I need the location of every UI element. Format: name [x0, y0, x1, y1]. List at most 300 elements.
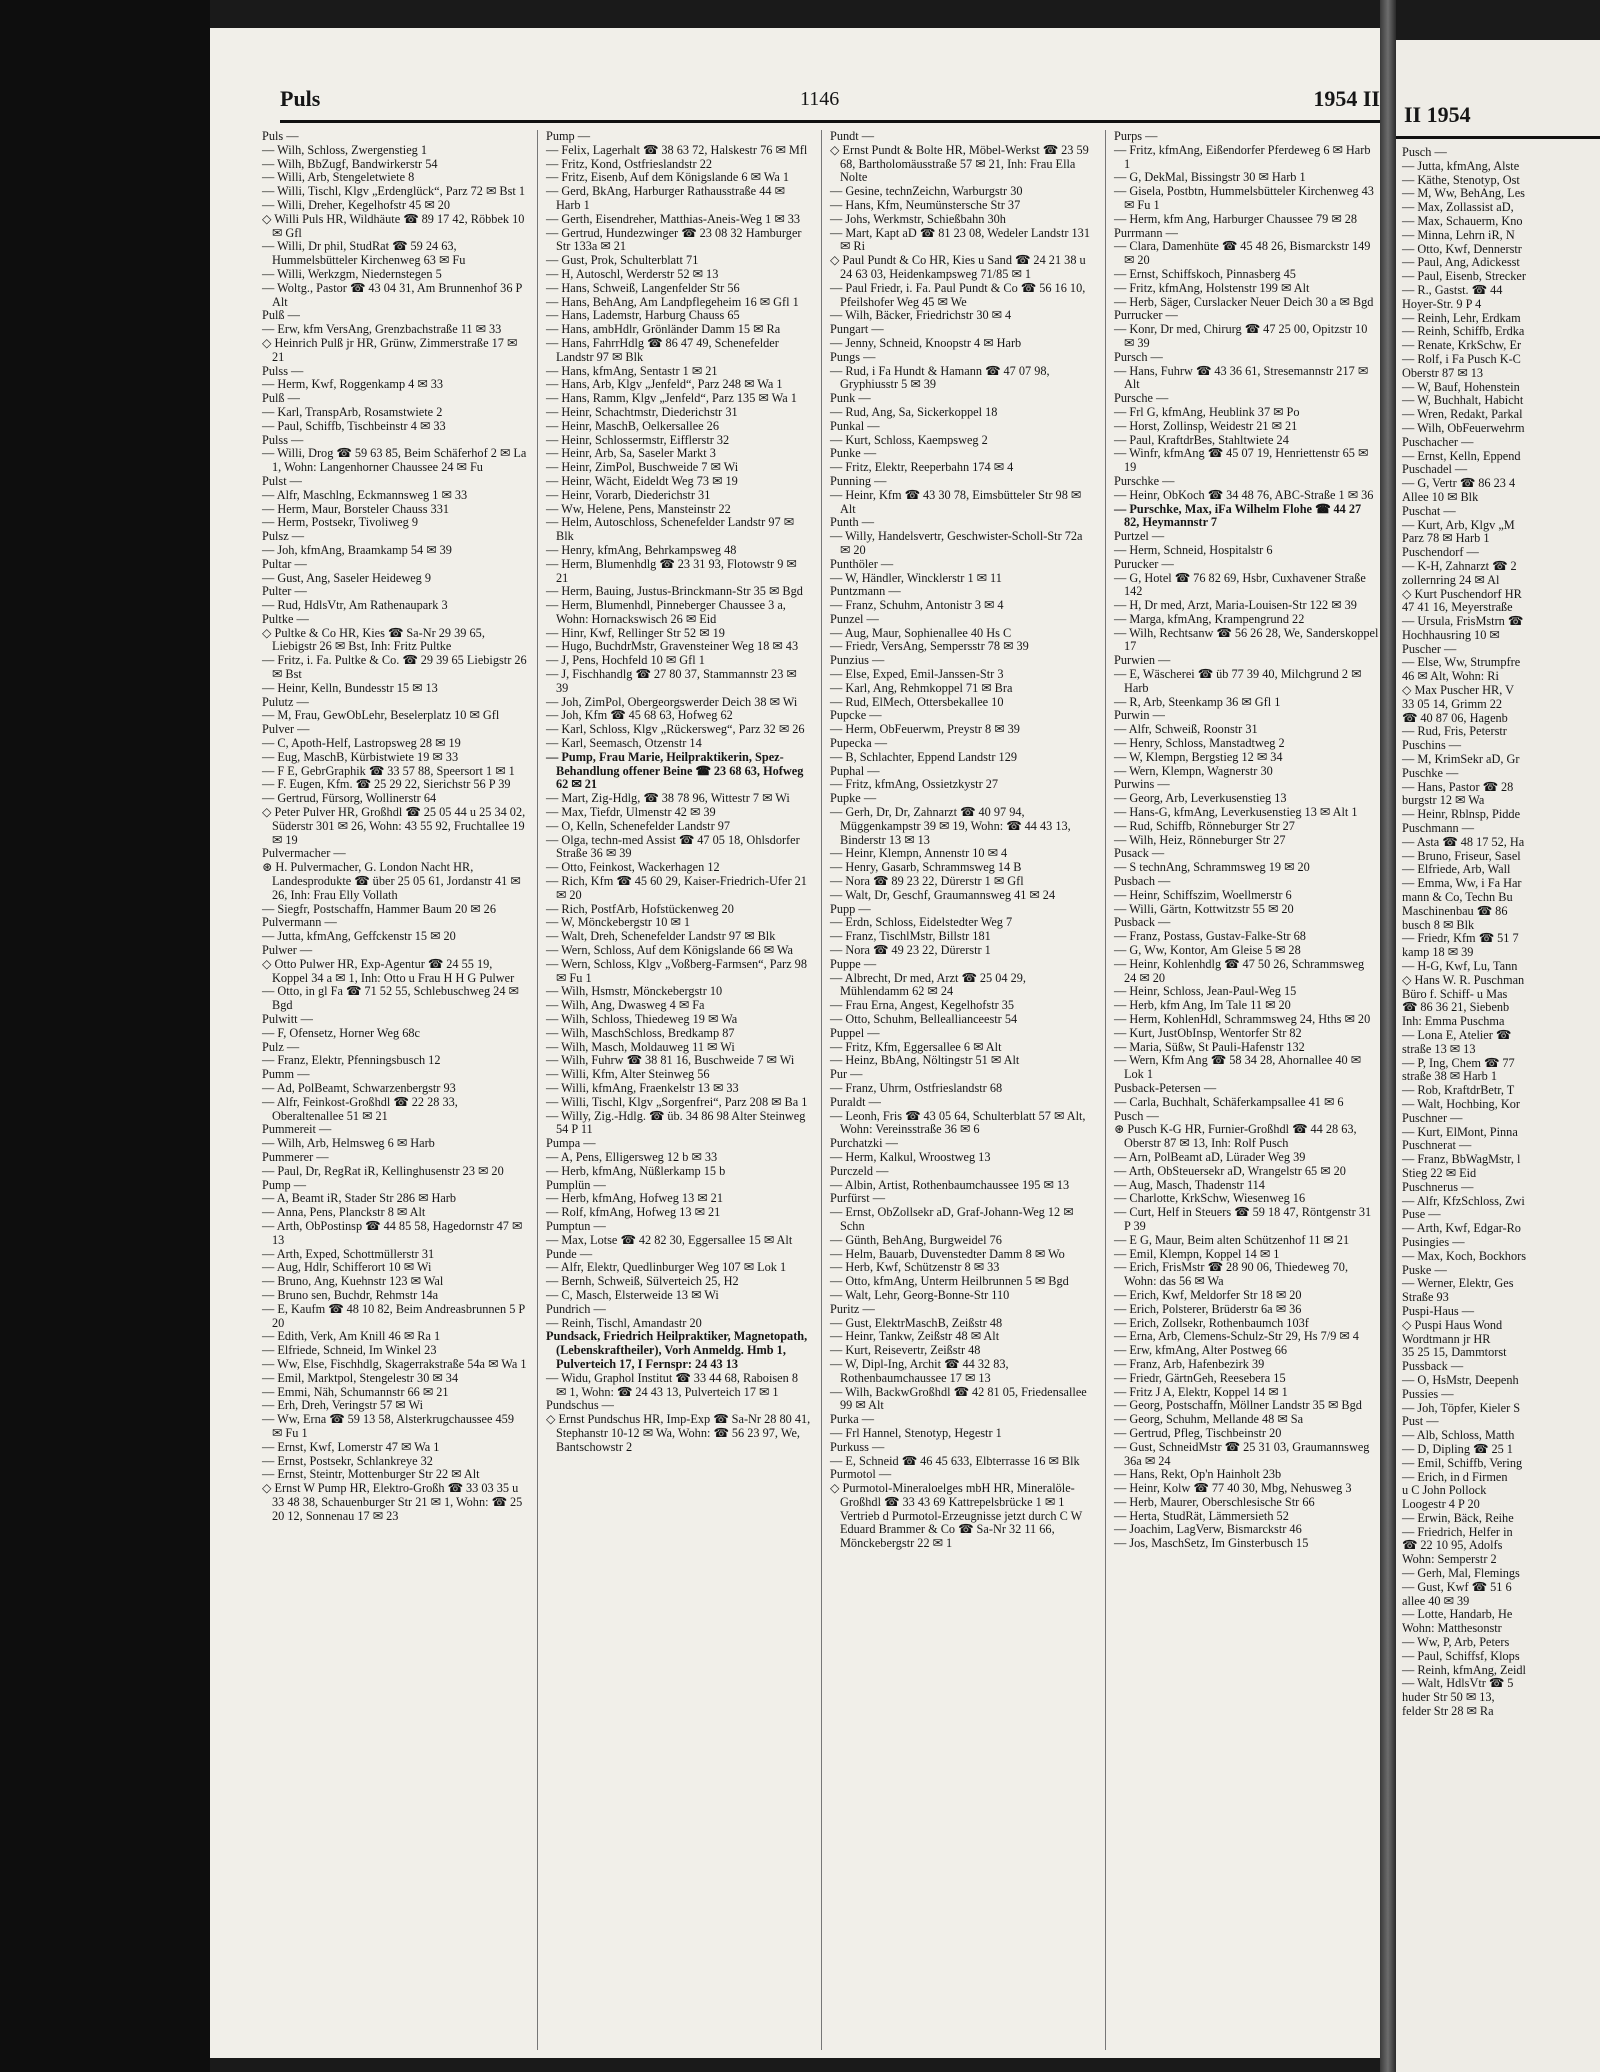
directory-entry: — Mart, Zig-Hdlg, ☎ 38 78 96, Wittestr 7 ✉ Wi: [546, 791, 790, 806]
next-page-entry: Inh: Emma Puschma: [1402, 1014, 1505, 1029]
directory-entry: — Hans, Arb, Klgv „Jenfeld“, Parz 248 ✉ Wa 1: [546, 377, 783, 392]
header-rule: [280, 120, 1380, 123]
surname-heading: Punning —: [830, 473, 887, 488]
directory-entry: — Hinr, Kwf, Rellinger Str 52 ✉ 19: [546, 625, 725, 640]
next-page-entry: ☎ 22 10 95, Adolfs: [1402, 1538, 1503, 1553]
next-page-entry: Wohn: Matthesonstr: [1402, 1621, 1502, 1636]
directory-column-2: [546, 130, 811, 1455]
surname-heading: Pulvermacher —: [262, 846, 346, 861]
surname-heading: Purwien —: [1114, 653, 1171, 668]
directory-entry: — H, Dr med, Arzt, Maria-Louisen-Str 122 ✉ 39: [1114, 598, 1357, 613]
directory-entry: ◇ Otto Pulwer HR, Exp-Agentur ☎ 24 55 19, Koppel 34 a ✉ 1, Inh: Otto u Frau H H G Pulwer: [262, 956, 515, 985]
directory-entry: ◇ Ernst Pundt & Bolte HR, Möbel-Werkst ☎ 23 59 68, Bartholomäusstraße 57 ✉ 21, Inh: Frau Ella Nolte: [830, 142, 1089, 185]
next-page-entry: Wordtmann jr HR: [1402, 1331, 1491, 1346]
directory-entry: — E, Schneid ☎ 46 45 633, Elbterrasse 16 ✉ Blk: [830, 1453, 1080, 1468]
surname-heading: Pupp —: [830, 901, 871, 916]
page-header: [280, 78, 1380, 118]
next-page-entry: Puschendorf —: [1402, 545, 1479, 560]
next-page-entry: — Elfriede, Arb, Wall: [1402, 862, 1511, 877]
directory-entry: — Frl Hannel, Stenotyp, Hegestr 1: [830, 1425, 1002, 1440]
next-page-entry: — Max, Zollassist aD,: [1402, 200, 1514, 215]
next-page-entry: Stieg 22 ✉ Eid: [1402, 1165, 1477, 1180]
directory-entry: — Wilh, Arb, Helmsweg 6 ✉ Harb: [262, 1136, 435, 1151]
directory-entry: ◇ Willi Puls HR, Wildhäute ☎ 89 17 42, Röbbek 10 ✉ Gfl: [262, 211, 525, 240]
surname-heading: Pump —: [546, 129, 591, 143]
directory-entry: — Arth, ObSteuersekr aD, Wrangelstr 65 ✉ 20: [1114, 1163, 1346, 1178]
directory-entry: — E G, Maur, Beim alten Schützenhof 11 ✉ 21: [1114, 1232, 1350, 1247]
directory-entry: Pundsack, Friedrich Heilpraktiker, Magnetopath, (Lebenskraftheiler), Vorh Anmeldg. Hmb 1, Pulverteich 17, I Fernspr: 24 43 13: [546, 1329, 808, 1371]
surname-heading: Punk —: [830, 391, 871, 406]
next-page-entry: mann & Co, Techn Bu: [1402, 890, 1513, 905]
next-page-entry: — Reinh, Schiffb, Erdka: [1402, 324, 1525, 339]
directory-entry: — Charlotte, KrkSchw, Wiesenweg 16: [1114, 1191, 1306, 1206]
directory-entry: — Wilh, Rechtsanw ☎ 56 26 28, We, Sanderskoppel 17: [1114, 625, 1379, 654]
next-page-entry: felder Str 28 ✉ Ra: [1402, 1704, 1494, 1719]
directory-entry: — Herb, kfm Ang, Im Tale 11 ✉ 20: [1114, 998, 1291, 1013]
surname-heading: Purschke —: [1114, 473, 1175, 488]
directory-entry: — G, DekMal, Bissingstr 30 ✉ Harb 1: [1114, 170, 1306, 185]
next-page-entry: ◇ Hans W. R. Puschman: [1402, 972, 1525, 987]
directory-entry: — Rich, Kfm ☎ 45 60 29, Kaiser-Friedrich-Ufer 21 ✉ 20: [546, 874, 807, 902]
directory-entry: — W, Klempn, Bergstieg 12 ✉ 34: [1114, 749, 1283, 764]
next-page-entry: — Arth, Kwf, Edgar-Ro: [1402, 1221, 1521, 1236]
directory-entry: ◇ Ernst W Pump HR, Elektro-Großh ☎ 33 03 35 u 33 48 38, Schauenburger Str 21 ✉ 1, Wohn: ☎ 25 20 12, Sonnenau 17 ✉ 23: [262, 1481, 523, 1523]
directory-entry: — Karl, TranspArb, Rosamstwiete 2: [262, 404, 443, 419]
directory-entry: — Heinr, Kelln, Bundesstr 15 ✉ 13: [262, 680, 438, 695]
directory-entry: — Johs, Werkmstr, Schießbahn 30h: [830, 211, 1006, 226]
next-page-entry: — Werner, Elektr, Ges: [1402, 1276, 1514, 1291]
directory-entry: — Purschke, Max, iFa Wilhelm Flohe ☎ 44 27 82, Heymannstr 7: [1114, 501, 1362, 530]
next-page-entry: — Paul, Schiffsf, Klops: [1402, 1648, 1520, 1663]
directory-entry: — Frau Erna, Angest, Kegelhofstr 35: [830, 998, 1015, 1013]
directory-entry: — Nora ☎ 49 23 22, Dürerstr 1: [830, 943, 991, 958]
next-page-entry: — Rud, Fris, Peterstr: [1402, 724, 1507, 739]
directory-entry: — Heinr, Wächt, Eideldt Weg 73 ✉ 19: [546, 473, 738, 488]
directory-entry: — F, Ofensetz, Horner Weg 68c: [262, 1025, 420, 1040]
surname-heading: Pungs —: [830, 349, 876, 364]
column-divider: [821, 130, 822, 2050]
directory-entry: — Karl, Ang, Rehmkoppel 71 ✉ Bra: [830, 680, 1013, 695]
directory-entry: — Herb, Säger, Curslacker Neuer Deich 30 a ✉ Bgd: [1114, 294, 1374, 309]
surname-heading: Pundt —: [830, 129, 875, 143]
directory-entry: — Karl, Schloss, Klgv „Rückersweg“, Parz 32 ✉ 26: [546, 722, 805, 737]
surname-heading: Purps —: [1114, 129, 1158, 143]
next-page-entry: Puspi-Haus —: [1402, 1303, 1475, 1318]
next-page-entry: — G, Vertr ☎ 86 23 4: [1402, 476, 1516, 491]
surname-heading: Pur —: [830, 1067, 863, 1082]
next-page-entry: — Ww, P, Arb, Peters: [1402, 1635, 1510, 1650]
surname-heading: Pusback-Petersen —: [1114, 1080, 1217, 1095]
directory-entry: — Joh, kfmAng, Braamkamp 54 ✉ 39: [262, 542, 452, 557]
directory-entry: — Anna, Pens, Planckstr 8 ✉ Alt: [262, 1205, 426, 1220]
directory-entry: — Hans, BehAng, Am Landpflegeheim 16 ✉ Gfl 1: [546, 294, 799, 309]
directory-entry: — Erdn, Schloss, Eidelstedter Weg 7: [830, 915, 1013, 930]
directory-entry: — Otto, Feinkost, Wackerhagen 12: [546, 860, 720, 875]
surname-heading: Pundrich —: [546, 1301, 606, 1316]
directory-entry: — Alfr, Elektr, Quedlinburger Weg 107 ✉ Lok 1: [546, 1260, 787, 1275]
directory-entry: — Heinr, Vorarb, Diederichstr 31: [546, 487, 711, 502]
directory-entry: — Frl G, kfmAng, Heublink 37 ✉ Po: [1114, 404, 1300, 419]
next-page-entry: — Lona E, Atelier ☎: [1402, 1028, 1512, 1042]
directory-entry: — Willi, Drog ☎ 59 63 85, Beim Schäferhof 2 ✉ La 1, Wohn: Langenhorner Chaussee 24 ✉ Fu: [262, 446, 527, 475]
next-page-entry: Puschke —: [1402, 765, 1459, 780]
next-page-entry: — Alb, Schloss, Matth: [1402, 1428, 1515, 1443]
directory-entry: — F E, GebrGraphik ☎ 33 57 88, Speersort 1 ✉ 1: [262, 763, 515, 778]
next-page-entry: Wohn: Semperstr 2: [1402, 1552, 1497, 1567]
directory-entry: — B, Schlachter, Eppend Landstr 129: [830, 749, 1017, 764]
directory-entry: — J, Pens, Hochfeld 10 ✉ Gfl 1: [546, 653, 705, 668]
directory-entry: — Ernst, Steintr, Mottenburger Str 22 ✉ Alt: [262, 1467, 480, 1482]
directory-entry: — Paul, KraftdrBes, Stahltwiete 24: [1114, 432, 1289, 447]
next-page-entry: Puse —: [1402, 1207, 1441, 1222]
next-page-entry: — Reinh, Lehr, Erdkam: [1402, 310, 1521, 325]
directory-entry: — Kurt, Reisevertr, Zeißstr 48: [830, 1343, 981, 1358]
directory-entry: — Wern, Klempn, Wagnerstr 30: [1114, 763, 1273, 778]
directory-entry: — Heinr, Arb, Sa, Saseler Markt 3: [546, 446, 716, 461]
directory-entry: — Herm, Blumenhdl, Pinneberger Chaussee 3 a, Wohn: Hornackswisch 26 ✉ Eid: [546, 598, 786, 626]
directory-entry: — Georg, Postschaffn, Möllner Landstr 35 ✉ Bgd: [1114, 1398, 1362, 1413]
directory-entry: — Alfr, Feinkost-Großhdl ☎ 22 28 33, Oberaltenallee 51 ✉ 21: [262, 1094, 458, 1123]
surname-heading: Pulter —: [262, 584, 307, 599]
directory-entry: — C, Masch, Elsterweide 13 ✉ Wi: [546, 1287, 719, 1302]
next-page-entry: — Reinh, kfmAng, Zeidl: [1402, 1662, 1526, 1677]
directory-entry: — Hans, Lademstr, Harburg Chauss 65: [546, 308, 740, 323]
directory-entry: — Widu, Graphol Institut ☎ 33 44 68, Raboisen 8 ✉ 1, Wohn: ☎ 24 43 13, Pulverteich 17 ✉ 1: [546, 1370, 798, 1399]
directory-entry: — Gertrud, Pfleg, Tischbeinstr 20: [1114, 1425, 1282, 1440]
directory-entry: — Fritz, kfmAng, Holstenstr 199 ✉ Alt: [1114, 280, 1310, 295]
directory-entry: — Franz, Elektr, Pfenningsbusch 12: [262, 1053, 441, 1068]
next-page-entry: u C John Pollock: [1402, 1483, 1487, 1498]
directory-entry: — Günth, BehAng, Burgweidel 76: [830, 1232, 1002, 1247]
directory-entry: — Alfr, Maschlng, Eckmannsweg 1 ✉ 33: [262, 487, 468, 502]
surname-heading: Pulutz —: [262, 694, 309, 709]
surname-heading: Pupecka —: [830, 736, 888, 751]
header-year-volume: 1954 II: [1313, 86, 1380, 111]
directory-entry: — Jenny, Schneid, Knoopstr 4 ✉ Harb: [830, 335, 1022, 350]
next-page-entry: Straße 93: [1402, 1290, 1449, 1305]
surname-heading: Purwins —: [1114, 777, 1170, 792]
next-page-entry: — Heinr, Rblnsp, Pidde: [1402, 807, 1521, 822]
directory-entry: — Mart, Kapt aD ☎ 81 23 08, Wedeler Landstr 131 ✉ Ri: [830, 225, 1090, 254]
surname-heading: Purrucker —: [1114, 308, 1178, 323]
surname-heading: Purtzel —: [1114, 529, 1165, 544]
directory-entry: — Reinh, Tischl, Amandastr 20: [546, 1315, 702, 1330]
next-page-entry: 46 ✉ Alt, Wohn: Ri: [1402, 669, 1499, 684]
directory-entry: — Gust, ElektrMaschB, Zeißstr 48: [830, 1315, 1003, 1330]
directory-entry: — Paul, Dr, RegRat iR, Kellinghusenstr 23 ✉ 20: [262, 1163, 504, 1178]
next-page-entry: Büro f. Schiff- u Mas: [1402, 986, 1508, 1001]
directory-entry: — Erw, kfm VersAng, Grenzbachstraße 11 ✉ 33: [262, 322, 502, 337]
next-page-entry: — K-H, Zahnarzt ☎ 2: [1402, 558, 1517, 573]
directory-entry: — Herm, Bauing, Justus-Brinckmann-Str 35 ✉ Bgd: [546, 584, 803, 599]
directory-entry: — W, Mönckebergstr 10 ✉ 1: [546, 915, 690, 930]
directory-entry: — Franz, TischlMstr, Billstr 181: [830, 929, 991, 944]
surname-heading: Purchatzki —: [830, 1136, 898, 1151]
directory-entry: — Emil, Marktpol, Stengelestr 30 ✉ 34: [262, 1370, 459, 1385]
surname-heading: Pupke —: [830, 791, 877, 806]
next-page-entry: Puschacher —: [1402, 434, 1474, 449]
next-page-entry: Puschmann —: [1402, 821, 1475, 836]
directory-entry: — Arn, PolBeamt aD, Lürader Weg 39: [1114, 1149, 1306, 1164]
surname-heading: Purmotol —: [830, 1467, 892, 1482]
next-page-entry: — Hans, Pastor ☎ 28: [1402, 779, 1514, 794]
directory-entry: — Erh, Dreh, Veringstr 57 ✉ Wi: [262, 1398, 423, 1413]
surname-heading: Puraldt —: [830, 1094, 881, 1109]
directory-entry: — Heinr, MaschB, Oelkersallee 26: [546, 418, 719, 433]
next-page-entry: — Alfr, KfzSchloss, Zwi: [1402, 1193, 1525, 1208]
directory-entry: — Ad, PolBeamt, Schwarzenbergstr 93: [262, 1080, 456, 1095]
directory-entry: — Kurt, JustObInsp, Wentorfer Str 82: [1114, 1025, 1302, 1040]
directory-entry: — Heinr, Schloss, Jean-Paul-Weg 15: [1114, 984, 1297, 999]
next-page-entry: — H-G, Kwf, Lu, Tann: [1402, 959, 1518, 974]
directory-entry: — Otto, kfmAng, Unterm Heilbrunnen 5 ✉ Bgd: [830, 1274, 1069, 1289]
next-page-entry: — Jutta, kfmAng, Alste: [1402, 158, 1520, 173]
directory-entry: — Herm, Schneid, Hospitalstr 6: [1114, 542, 1273, 557]
next-page-entry: — Gust, Kwf ☎ 51 6: [1402, 1579, 1512, 1594]
surname-heading: Pulß —: [262, 391, 300, 406]
directory-entry: — Felix, Lagerhalt ☎ 38 63 72, Halskestr 76 ✉ Mfl: [546, 142, 808, 157]
next-page-entry: — Emil, Schiffb, Vering: [1402, 1455, 1523, 1470]
directory-entry: — R, Arb, Steenkamp 36 ✉ Gfl 1: [1114, 694, 1281, 709]
next-page-entry: — Walt, Hochbing, Kor: [1402, 1096, 1520, 1111]
directory-entry: — Rich, PostfArb, Hofstückenweg 20: [546, 901, 734, 916]
surname-heading: Punkal —: [830, 418, 880, 433]
directory-entry: — Rud, i Fa Hundt & Hamann ☎ 47 07 98, Gryphiusstr 5 ✉ 39: [830, 363, 1050, 392]
next-page-entry: — Rob, KraftdrBetr, T: [1402, 1083, 1515, 1098]
next-page-header-rule: [1396, 136, 1600, 139]
directory-entry: — Aug, Maur, Sophienallee 40 Hs C: [830, 625, 1012, 640]
directory-entry: — Herta, StudRät, Lämmersieth 52: [1114, 1508, 1289, 1523]
next-page-entry: — W, Buchhalt, Habicht: [1402, 393, 1524, 408]
directory-entry: — Jutta, kfmAng, Geffckenstr 15 ✉ 20: [262, 929, 456, 944]
directory-entry: ◇ Pultke & Co HR, Kies ☎ Sa-Nr 29 39 65, Liebigstr 26 ✉ Bst, Inh: Fritz Pultke: [262, 625, 485, 654]
next-page-entry: allee 40 ✉ 39: [1402, 1593, 1470, 1608]
next-page-entry: — Erwin, Bäck, Reihe: [1402, 1510, 1514, 1525]
next-page-entry: — Joh, Töpfer, Kieler S: [1402, 1400, 1521, 1415]
next-page-entry: — M, Ww, BehAng, Les: [1402, 186, 1525, 201]
next-page-entry: — Walt, HdlsVtr ☎ 5: [1402, 1676, 1514, 1691]
surname-heading: Punzius —: [830, 653, 885, 668]
directory-entry: — W, Händler, Wincklerstr 1 ✉ 11: [830, 570, 1002, 585]
surname-heading: Pusack —: [1114, 846, 1165, 861]
directory-entry: — Bruno, Ang, Kuehnstr 123 ✉ Wal: [262, 1274, 444, 1289]
surname-heading: Punthöler —: [830, 556, 894, 571]
next-page-entry: — Kurt, ElMont, Pinna: [1402, 1124, 1518, 1139]
directory-entry: — Rud, HdlsVtr, Am Rathenaupark 3: [262, 598, 448, 613]
directory-entry: — S technAng, Schrammsweg 19 ✉ 20: [1114, 860, 1310, 875]
directory-entry: — Willi, Dr phil, StudRat ☎ 59 24 63, Hummelsbütteler Kirchenweg 63 ✉ Fu: [262, 239, 466, 268]
directory-entry: — Hans, Schweiß, Langenfelder Str 56: [546, 280, 740, 295]
directory-entry: — Paul Friedr, i. Fa. Paul Pundt & Co ☎ 56 16 10, Pfeilshofer Weg 45 ✉ We: [830, 280, 1086, 309]
directory-entry: — Gerd, BkAng, Harburger Rathausstraße 44 ✉ Harb 1: [546, 184, 785, 212]
next-page-entry: — Paul, Ang, Adickesst: [1402, 255, 1520, 270]
surname-heading: Puppe —: [830, 956, 877, 971]
surname-heading: Pulst —: [262, 473, 302, 488]
directory-entry: — Heinr, ObKoch ☎ 34 48 76, ABC-Straße 1 ✉ 36: [1114, 487, 1374, 502]
directory-entry: — Herm, Kwf, Roggenkamp 4 ✉ 33: [262, 377, 444, 392]
directory-entry: — Friedr, GärtnGeh, Reesebera 15: [1114, 1370, 1286, 1385]
surname-heading: Pultar —: [262, 556, 307, 571]
directory-entry: — Max, Tiefdr, Ulmenstr 42 ✉ 39: [546, 805, 716, 820]
directory-entry: — M, Frau, GewObLehr, Beselerplatz 10 ✉ Gfl: [262, 708, 500, 723]
surname-heading: Pulsz —: [262, 529, 305, 544]
surname-heading: Pungart —: [830, 322, 884, 337]
surname-heading: Pulver —: [262, 722, 310, 737]
directory-entry: — Rud, Ang, Sa, Sickerkoppel 18: [830, 404, 998, 419]
next-page-entry: — Otto, Kwf, Dennerstr: [1402, 241, 1522, 256]
next-page-entry: ☎ 86 36 21, Siebenb: [1402, 1000, 1510, 1015]
directory-entry: — Erich, FrisMstr ☎ 28 90 06, Thiedeweg 70, Wohn: das 56 ✉ Wa: [1114, 1260, 1349, 1289]
next-page-entry: Pussback —: [1402, 1359, 1464, 1374]
next-page-entry: — Rolf, i Fa Pusch K-C: [1402, 351, 1521, 366]
directory-entry: — Willy, Handelsvertr, Geschwister-Scholl-Str 72a ✉ 20: [830, 529, 1083, 557]
directory-entry: — Willi, kfmAng, Fraenkelstr 13 ✉ 33: [546, 1080, 739, 1095]
next-page-entry: — Erich, in d Firmen: [1402, 1469, 1508, 1484]
directory-entry: — Ww, Helene, Pens, Mansteinstr 22: [546, 501, 731, 516]
directory-entry: — Ernst, ObZollsekr aD, Graf-Johann-Weg 12 ✉ Schn: [830, 1205, 1074, 1233]
directory-entry: — Fritz, kfmAng, Ossietzkystr 27: [830, 777, 999, 792]
directory-entry: — Herm, kfm Ang, Harburger Chaussee 79 ✉ 28: [1114, 211, 1357, 226]
next-page-entry: — Renate, KrkSchw, Er: [1402, 338, 1522, 353]
directory-entry: — Franz, Arb, Hafenbezirk 39: [1114, 1356, 1265, 1371]
directory-entry: — Karl, Seemasch, Otzenstr 14: [546, 736, 702, 751]
surname-heading: Pulwitt —: [262, 1012, 313, 1026]
directory-entry: — Franz, Schuhm, Antonistr 3 ✉ 4: [830, 598, 1004, 613]
directory-entry: — Willi, Kfm, Alter Steinweg 56: [546, 1067, 710, 1082]
next-page-entry: Allee 10 ✉ Blk: [1402, 489, 1479, 504]
directory-entry: — Wern, Schloss, Klgv „Voßberg-Farmsen“, Parz 98 ✉ Fu 1: [546, 956, 807, 985]
directory-entry: — Rud, Schiffb, Rönneburger Str 27: [1114, 818, 1295, 833]
surname-heading: Pulvermann —: [262, 915, 337, 930]
next-page-entry: burgstr 12 ✉ Wa: [1402, 793, 1485, 808]
directory-entry: — Aug, Hdlr, Schifferort 10 ✉ Wi: [262, 1260, 432, 1275]
directory-entry: — Fritz, Eisenb, Auf dem Königslande 6 ✉ Wa 1: [546, 170, 790, 185]
next-page-entry: — M, KrimSekr aD, Gr: [1402, 752, 1520, 767]
directory-entry: — Heinr, ZimPol, Buschweide 7 ✉ Wi: [546, 460, 739, 475]
directory-entry: ◇ Heinrich Pulß jr HR, Grünw, Zimmerstraße 17 ✉ 21: [262, 335, 518, 364]
next-page-edge: [1396, 40, 1600, 2072]
directory-entry: — E, Kaufm ☎ 48 10 82, Beim Andreasbrunnen 5 P 20: [262, 1301, 525, 1330]
surname-heading: Pulz —: [262, 1039, 300, 1054]
directory-entry: — Joh, Kfm ☎ 45 68 63, Hofweg 62: [546, 708, 733, 723]
surname-heading: Pusbach —: [1114, 874, 1171, 889]
next-page-entry: — Käthe, Stenotyp, Ost: [1402, 172, 1520, 187]
directory-entry: — Franz, Postass, Gustav-Falke-Str 68: [1114, 929, 1306, 944]
surname-heading: Pupcke —: [830, 708, 882, 723]
directory-entry: — Herm, KohlenHdl, Schrammsweg 24, Hths ✉ 20: [1114, 1012, 1371, 1026]
next-page-header: II 1954: [1404, 102, 1471, 127]
directory-entry: — Heinr, Kolw ☎ 77 40 30, Mbg, Nehusweg 3: [1114, 1481, 1352, 1496]
next-page-entry: Oberstr 87 ✉ 13: [1402, 365, 1483, 380]
page-number: 1146: [800, 88, 840, 110]
next-page-entry: — Bruno, Friseur, Sasel: [1402, 848, 1521, 863]
next-page-entry: busch 8 ✉ Blk: [1402, 917, 1475, 932]
directory-entry: — Erich, Zollsekr, Rothenbaumch 103f: [1114, 1315, 1309, 1330]
next-page-entry: huder Str 50 ✉ 13,: [1402, 1690, 1495, 1705]
directory-entry: — A, Pens, Elligersweg 12 b ✉ 33: [546, 1149, 718, 1164]
directory-entry: — Herb, Maurer, Oberschlesische Str 66: [1114, 1494, 1315, 1509]
next-page-entry: Puscher —: [1402, 641, 1457, 656]
surname-heading: Pusback —: [1114, 915, 1171, 930]
next-page-entry: — Franz, BbWagMstr, l: [1402, 1152, 1521, 1167]
next-page-entry: 33 05 14, Grimm 22: [1402, 696, 1503, 711]
next-page-entry: Hochhausring 10 ✉: [1402, 627, 1500, 642]
directory-entry: ◇ Purmotol-Mineraloelges mbH HR, Mineralöle-Großhdl ☎ 33 43 69 Kattrepelsbrücke 1 ✉ 1 Vertrieb d Purmotol-Erzeugnisse jetzt durch C W Eduard Brammer & Co ☎ Sa-Nr 32 11 66, Mönckebergstr 22 ✉ 1: [830, 1481, 1083, 1551]
next-page-entry: — O, HsMstr, Deepenh: [1402, 1372, 1519, 1387]
directory-entry: — Ernst, Postsekr, Schlankreye 32: [262, 1453, 433, 1468]
directory-entry: — Fritz, kfmAng, Eißendorfer Pferdeweg 6 ✉ Harb 1: [1114, 142, 1371, 171]
next-page-entry: Pusch —: [1402, 145, 1447, 159]
directory-entry: — Eug, MaschB, Kürbistwiete 19 ✉ 33: [262, 749, 459, 764]
surname-heading: Punzel —: [830, 611, 879, 626]
directory-entry: — Herm, Kalkul, Wroostweg 13: [830, 1149, 991, 1164]
next-page-entry: — W, Bauf, Hohenstein: [1402, 379, 1520, 394]
directory-entry: — Gertrud, Fürsorg, Wollinerstr 64: [262, 791, 437, 806]
surname-heading: Purkuss —: [830, 1439, 885, 1454]
surname-heading: Pusch —: [1114, 1108, 1159, 1123]
directory-entry: — Heinr, Schiffszim, Woellmerstr 6: [1114, 887, 1292, 902]
next-page-entry: — Minna, Lehrn iR, N: [1402, 227, 1515, 242]
directory-entry: — Hans, Fuhrw ☎ 43 36 61, Stresemannstr 217 ✉ Alt: [1114, 363, 1369, 392]
directory-entry: — Franz, Uhrm, Ostfrieslandstr 68: [830, 1080, 1003, 1095]
next-page-entry: Puschnerus —: [1402, 1179, 1474, 1194]
directory-entry: — Hans, kfmAng, Sentastr 1 ✉ 21: [546, 363, 718, 378]
directory-entry: — Marga, kfmAng, Krampengrund 22: [1114, 611, 1305, 626]
directory-entry: — Jos, MaschSetz, Im Ginsterbusch 15: [1114, 1536, 1309, 1551]
directory-entry: — Willi, Arb, Stengeletwiete 8: [262, 170, 415, 185]
directory-entry: — Arth, ObPostinsp ☎ 44 85 58, Hagedornstr 47 ✉ 13: [262, 1218, 523, 1247]
directory-column-4: [1114, 130, 1379, 1551]
next-page-entry: — Friedr, Kfm ☎ 51 7: [1402, 931, 1519, 946]
directory-entry: — Wilh, MaschSchloss, Bredkamp 87: [546, 1025, 735, 1040]
next-page-entry: — R., Gastst. ☎ 44: [1402, 282, 1503, 297]
next-page-entry: straße 13 ✉ 13: [1402, 1041, 1476, 1056]
directory-entry: — J, Fischhandlg ☎ 27 80 37, Stammannstr 23 ✉ 39: [546, 667, 797, 695]
directory-entry: — Walt, Dr, Geschf, Graumannsweg 41 ✉ 24: [830, 887, 1056, 902]
next-page-entry: ◇ Max Puscher HR, V: [1402, 683, 1515, 698]
directory-entry: — Herb, Kwf, Schützenstr 8 ✉ 33: [830, 1260, 1000, 1275]
directory-entry: — Erich, Kwf, Meldorfer Str 18 ✉ 20: [1114, 1287, 1302, 1302]
directory-entry: — E, Wäscherei ☎ üb 77 39 40, Milchgrund 2 ✉ Harb: [1114, 667, 1362, 695]
directory-entry: — Rud, ElMech, Ottersbekallee 10: [830, 694, 1004, 709]
directory-entry: — Rolf, kfmAng, Hofweg 13 ✉ 21: [546, 1205, 721, 1220]
directory-entry: — Willi, Tischl, Klgv „Erdenglück“, Parz 72 ✉ Bst 1: [262, 184, 526, 199]
directory-entry: — Gerh, Dr, Dr, Zahnarzt ☎ 40 97 94, Müggenkampstr 39 ✉ 19, Wohn: ☎ 44 43 13, Binderstr 13 ✉ 13: [830, 805, 1071, 847]
directory-entry: — Otto, in gl Fa ☎ 71 52 55, Schlebuschweg 24 ✉ Bgd: [262, 984, 519, 1013]
directory-entry: — Fritz, Kfm, Eggersallee 6 ✉ Alt: [830, 1039, 1002, 1054]
directory-entry: — Heinr, Kfm ☎ 43 30 78, Eimsbütteler Str 98 ✉ Alt: [830, 487, 1082, 516]
directory-entry: — Emil, Klempn, Koppel 14 ✉ 1: [1114, 1246, 1280, 1261]
directory-entry: — G, Hotel ☎ 76 82 69, Hsbr, Cuxhavener Straße 142: [1114, 570, 1366, 599]
surname-heading: Puls —: [262, 129, 299, 143]
next-page-entry: 47 41 16, Meyerstraße: [1402, 600, 1513, 615]
directory-entry: — Gust, Prok, Schulterblatt 71: [546, 253, 699, 268]
directory-entry: — Walt, Dreh, Schenefelder Landstr 97 ✉ Blk: [546, 929, 776, 944]
next-page-entry: — Gerh, Mal, Flemings: [1402, 1566, 1520, 1581]
directory-entry: — Ww, Else, Fischhdlg, Skagerrakstraße 54a ✉ Wa 1: [262, 1356, 527, 1371]
directory-entry: — Henry, Schloss, Manstadtweg 2: [1114, 736, 1285, 751]
directory-entry: — Leonh, Fris ☎ 43 05 64, Schulterblatt 57 ✉ Alt, Wohn: Vereinsstraße 36 ✉ 6: [830, 1108, 1086, 1137]
directory-entry: — Heinr, Klempn, Annenstr 10 ✉ 4: [830, 846, 1008, 861]
surname-heading: Puntzmann —: [830, 584, 901, 599]
next-page-entry: Puske —: [1402, 1262, 1447, 1277]
directory-entry: — Emmi, Näh, Schumannstr 66 ✉ 21: [262, 1384, 449, 1399]
directory-entry: — Hugo, BuchdrMstr, Gravensteiner Weg 18 ✉ 43: [546, 639, 799, 654]
directory-entry: — Heinr, Kohlenhdlg ☎ 47 50 26, Schrammsweg 24 ✉ 20: [1114, 956, 1365, 985]
directory-entry: ◇ Ernst Pundschus HR, Imp-Exp ☎ Sa-Nr 28 80 41, Stephanstr 10-12 ✉ Wa, Wohn: ☎ 56 23 97, We, Bantschowstr 2: [546, 1412, 811, 1454]
next-page-entry: kamp 18 ✉ 39: [1402, 945, 1474, 960]
surname-heading: Pumpa —: [546, 1136, 596, 1151]
